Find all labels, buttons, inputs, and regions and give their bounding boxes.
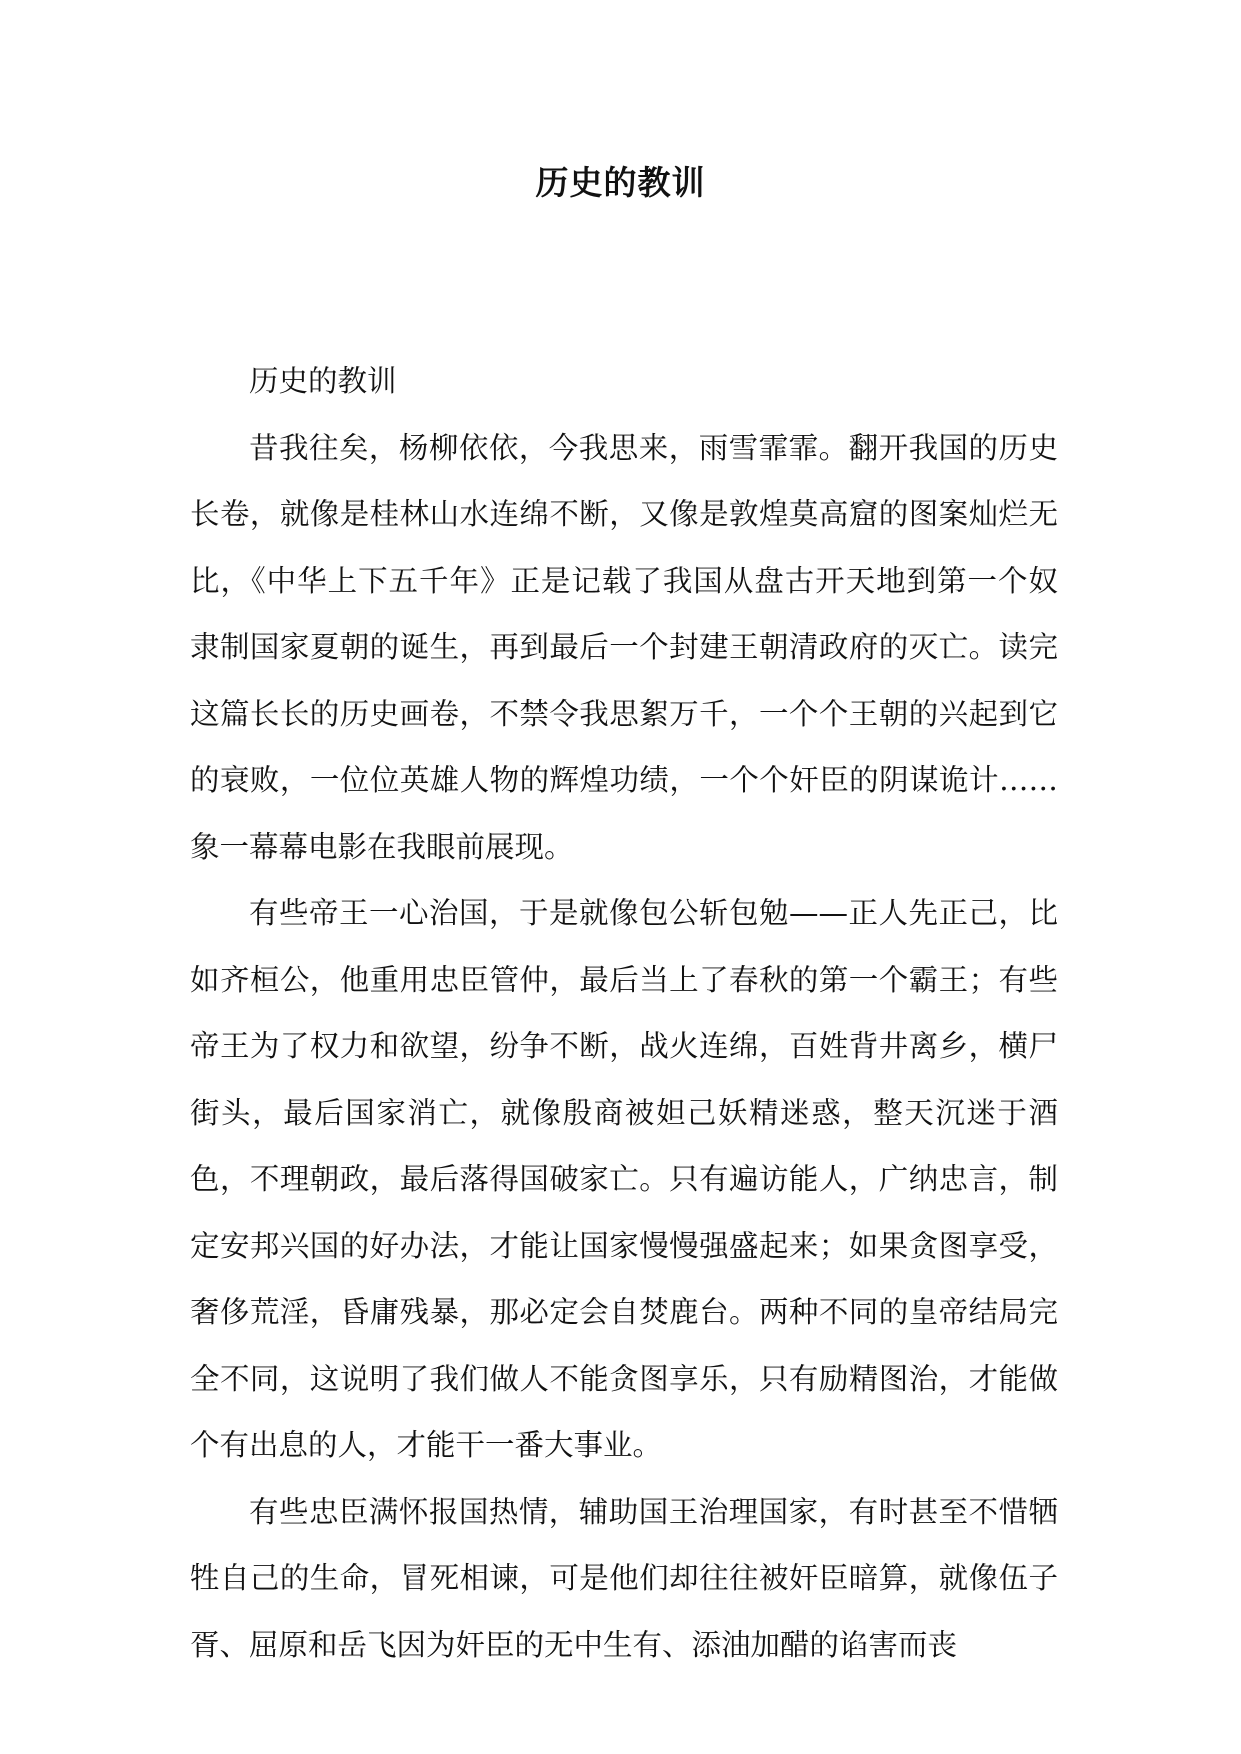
paragraph-ministers: 有些忠臣满怀报国热情，辅助国王治理国家，有时甚至不惜牺牲自己的生命，冒死相谏，可是他们却往往被奸臣暗算，就像伍子胥、屈原和岳飞因为奸臣的无中生有、添油加醋的谄害而丧 <box>190 1494 1058 1662</box>
document-title: 历史的教训 <box>535 163 706 202</box>
paragraph-intro: 昔我往矣，杨柳依依，今我思来，雨雪霏霏。翻开我国的历史长卷，就像是桂林山水连绵不断，又像是敦煌莫高窟的图案灿烂无比，《中华上下五千年》正是记载了我国从盘古开天地到第一个奴隶制国家夏朝的诞生，再到最后一个封建王朝清政府的灭亡。读完这篇长长的历史画卷，不禁令我思絮万千，一个个王朝的兴起到它的衰败，一位位英雄人物的辉煌功绩，一个个奸臣的阴谋诡计……象一幕幕电影在我眼前展现。 <box>190 430 1058 864</box>
paragraph-emperors: 有些帝王一心治国，于是就像包公斩包勉——正人先正己，比如齐桓公，他重用忠臣管仲，最后当上了春秋的第一个霸王；有些帝王为了权力和欲望，纷争不断，战火连绵，百姓背井离乡，横尸街头，最后国家消亡，就像殷商被妲己妖精迷惑，整天沉迷于酒色，不理朝政，最后落得国破家亡。只有遍访能人，广纳忠言，制定安邦兴国的好办法，才能让国家慢慢强盛起来；如果贪图享受，奢侈荒淫，昏庸残暴，那必定会自焚鹿台。两种不同的皇帝结局完全不同，这说明了我们做人不能贪图享乐，只有励精图治，才能做个有出息的人，才能干一番大事业。 <box>190 896 1058 1462</box>
document-body <box>190 348 1058 1678</box>
paragraph-subtitle: 历史的教训 <box>249 364 397 398</box>
